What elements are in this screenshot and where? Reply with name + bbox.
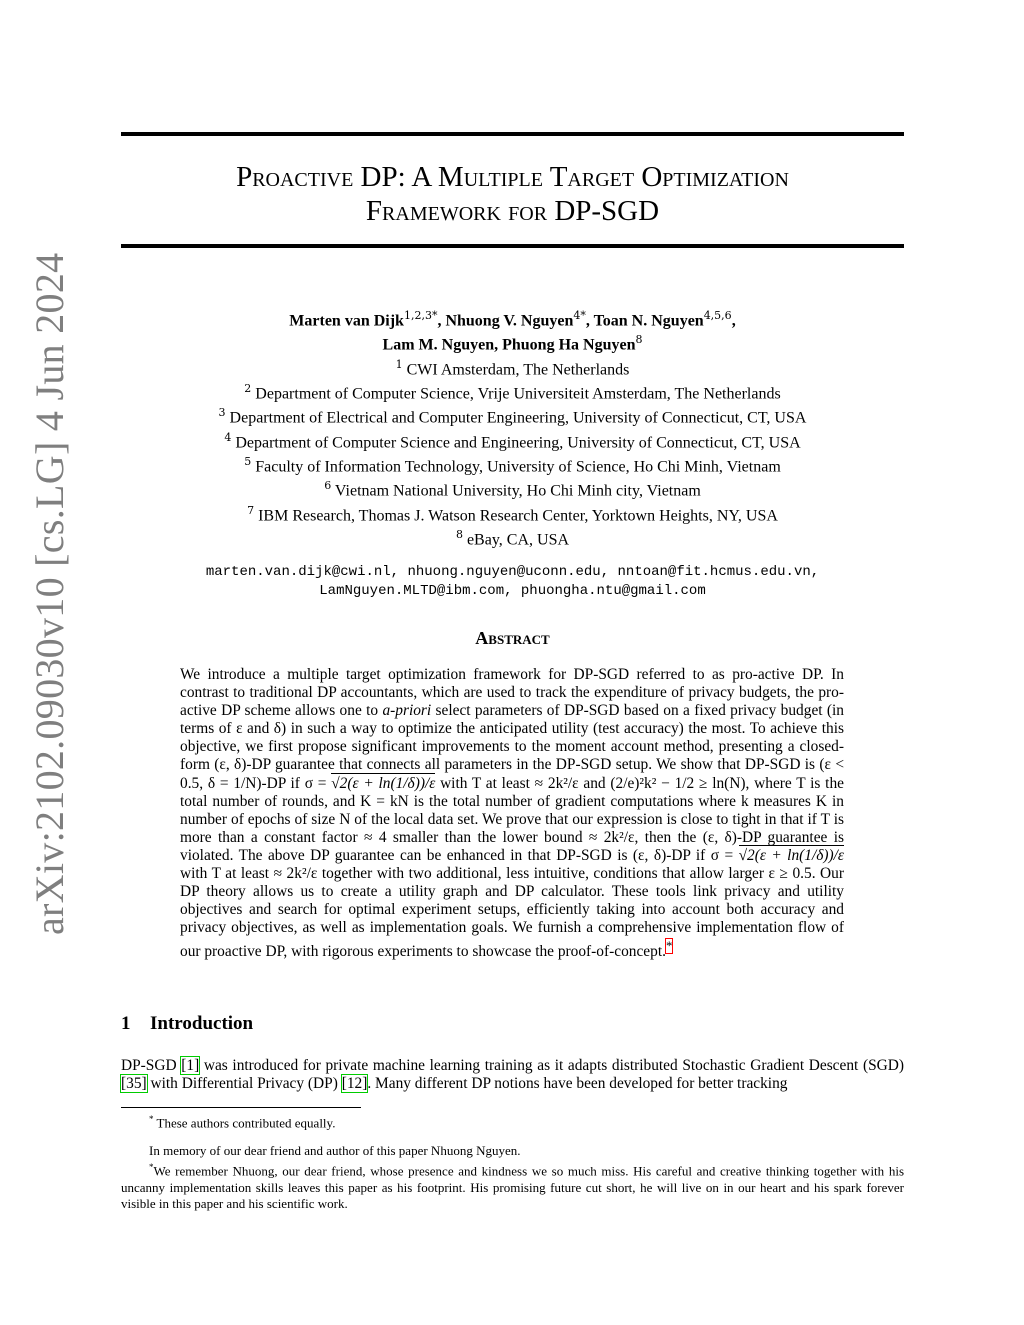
footnote-memory: In memory of our dear friend and author of this paper Nhuong Nguyen. (149, 1143, 521, 1159)
apriori-emphasis: a-priori (382, 702, 432, 720)
affiliation: $^4$ Department of Computer Science and Engineering, University of Connecticut, CT, USA (224, 430, 801, 451)
arxiv-identifier: arXiv:2102.09030v10 [cs.LG] 4 Jun 2024 (27, 252, 72, 935)
author-name: Nhuong V. Nguyen (445, 312, 574, 330)
author-sup: 8 (635, 333, 643, 347)
section-heading-introduction (121, 1013, 253, 1035)
affiliation: $^7$ IBM Research, Thomas J. Watson Research Center, Yorktown Heights, NY, USA (247, 503, 778, 524)
footnote-equal-contribution: * These authors contributed equally. (149, 1114, 336, 1131)
author-name: Toan N. Nguyen (593, 312, 704, 330)
affiliation: $^5$ Faculty of Information Technology, University of Science, Ho Chi Minh, Vietnam (244, 454, 781, 476)
sqrt-expression: √2(ε + ln(1/δ))/ε (331, 774, 436, 792)
author-name: Phuong Ha Nguyen (502, 336, 636, 354)
author-name: Marten van Dijk (289, 312, 404, 330)
title-rule-top (121, 132, 904, 136)
introduction-paragraph: DP-SGD [1] was introduced for private machine learning training as it adapts distributed Stochastic Gradient Descent (SGD) [35] with Differential Privacy (DP) [12]. Many different DP notions have been developed for better tracking (121, 1057, 905, 1092)
sqrt-expression: √2(ε + ln(1/δ))/ε (738, 846, 844, 864)
author-names-line-2: Lam M. Nguyen, Phuong Ha Nguyen$^8$ (382, 333, 643, 354)
citation-link[interactable]: [1] (181, 1057, 200, 1074)
affiliation: $^3$ Department of Electrical and Computer Engineering, University of Connecticut, CT, USA (218, 406, 807, 427)
section-number: 1 (121, 1013, 131, 1034)
affiliation: $^1$ CWI Amsterdam, The Netherlands (395, 357, 630, 378)
author-sup: 1,2,3* (403, 309, 438, 322)
affiliation: $^2$ Department of Computer Science, Vrije Universiteit Amsterdam, The Netherlands (244, 381, 781, 403)
section-title: Introduction (150, 1013, 254, 1034)
footnotes (121, 1111, 904, 1212)
author-name: Lam M. Nguyen (382, 336, 495, 354)
emails-line-1: marten.van.dijk@cwi.nl, nhuong.nguyen@uconn.edu, nntoan@fit.hcmus.edu.vn, (205, 564, 820, 581)
emails-line-2: LamNguyen.MLTD@ibm.com, phuongha.ntu@gmail.com (319, 583, 706, 600)
footnote-remember: *We remember Nhuong, our dear friend, whose presence and kindness we so much miss. His careful and creative thinking together with his uncanny implementation skills leaves this paper as his footprint. His promising future cut short, he will live on in our heart and his spark forever visible in this paper and his scientific work. (121, 1162, 904, 1211)
affiliation: $^8$ eBay, CA, USA (455, 527, 570, 549)
paper-title (121, 160, 904, 228)
abstract-heading: Abstract (475, 628, 550, 648)
author-block (121, 306, 904, 601)
author-emails (121, 563, 904, 601)
title-line-2: Framework for DP-SGD (365, 195, 660, 227)
title-line-1: Proactive DP: A Multiple Target Optimization (236, 161, 789, 193)
citation-link[interactable]: [12] (341, 1075, 368, 1092)
author-names-line-1: Marten van Dijk$^{1,2,3*}$, Nhuong V. Nguyen$^{4*}$, Toan N. Nguyen$^{4,5,6}$, (289, 309, 736, 330)
abstract-body: We introduce a multiple target optimization framework for DP-SGD referred to as pro-active DP. In contrast to traditional DP accountants, which are used to track the expenditure of privacy budgets, the pro-active DP scheme allows one to a-priori select parameters of DP-SGD based on a fixed privacy budget (in terms of ε and δ) in such a way to optimize the anticipated utility (test accuracy) the most. To achieve this objective, we first propose significant improvements to the moment account method, presenting a closed-form (ε, δ)-DP guarantee that connects all parameters in the DP-SGD setup. We show that DP-SGD is (ε < 0.5, δ = 1/N)-DP if σ = √2(ε + ln(1/δ))/ε with T at least ≈ 2k²/ε and (2/e)²k² − 1/2 ≥ ln(N), where T is the total number of rounds, and K = kN is the total number of gradient computations where k measures K in number of epochs of size N of the local data set. We prove that our expression is close to tight in that if T is more than a constant factor ≈ 4 smaller than the lower bound ≈ 2k²/ε, then the (ε, δ)-DP guarantee is violated. The above DP guarantee can be enhanced in that DP-SGD is (ε, δ)-DP if σ = √2(ε + ln(1/δ))/ε with T at least ≈ 2k²/ε together with two additional, less intuitive, conditions that allow larger ε ≥ 0.5. Our DP theory allows us to create a utility graph and DP calculator. These tools link privacy and utility objectives and search for optimal experiment setups, efficiently taking into account both accuracy and privacy objectives, as well as implementation goals. We furnish a comprehensive implementation flow of our proactive DP, with rigorous experiments to showcase the proof-of-concept.* (180, 666, 844, 961)
title-rule-bottom (121, 244, 904, 248)
footnote-link[interactable]: * (665, 939, 673, 954)
author-sup: 4,5,6 (703, 309, 732, 322)
citation-link[interactable]: [35] (121, 1075, 147, 1092)
affiliation: $^6$ Vietnam National University, Ho Chi Minh city, Vietnam (324, 479, 701, 500)
author-sup: 4* (573, 309, 586, 322)
footnote-rule (121, 1107, 361, 1108)
